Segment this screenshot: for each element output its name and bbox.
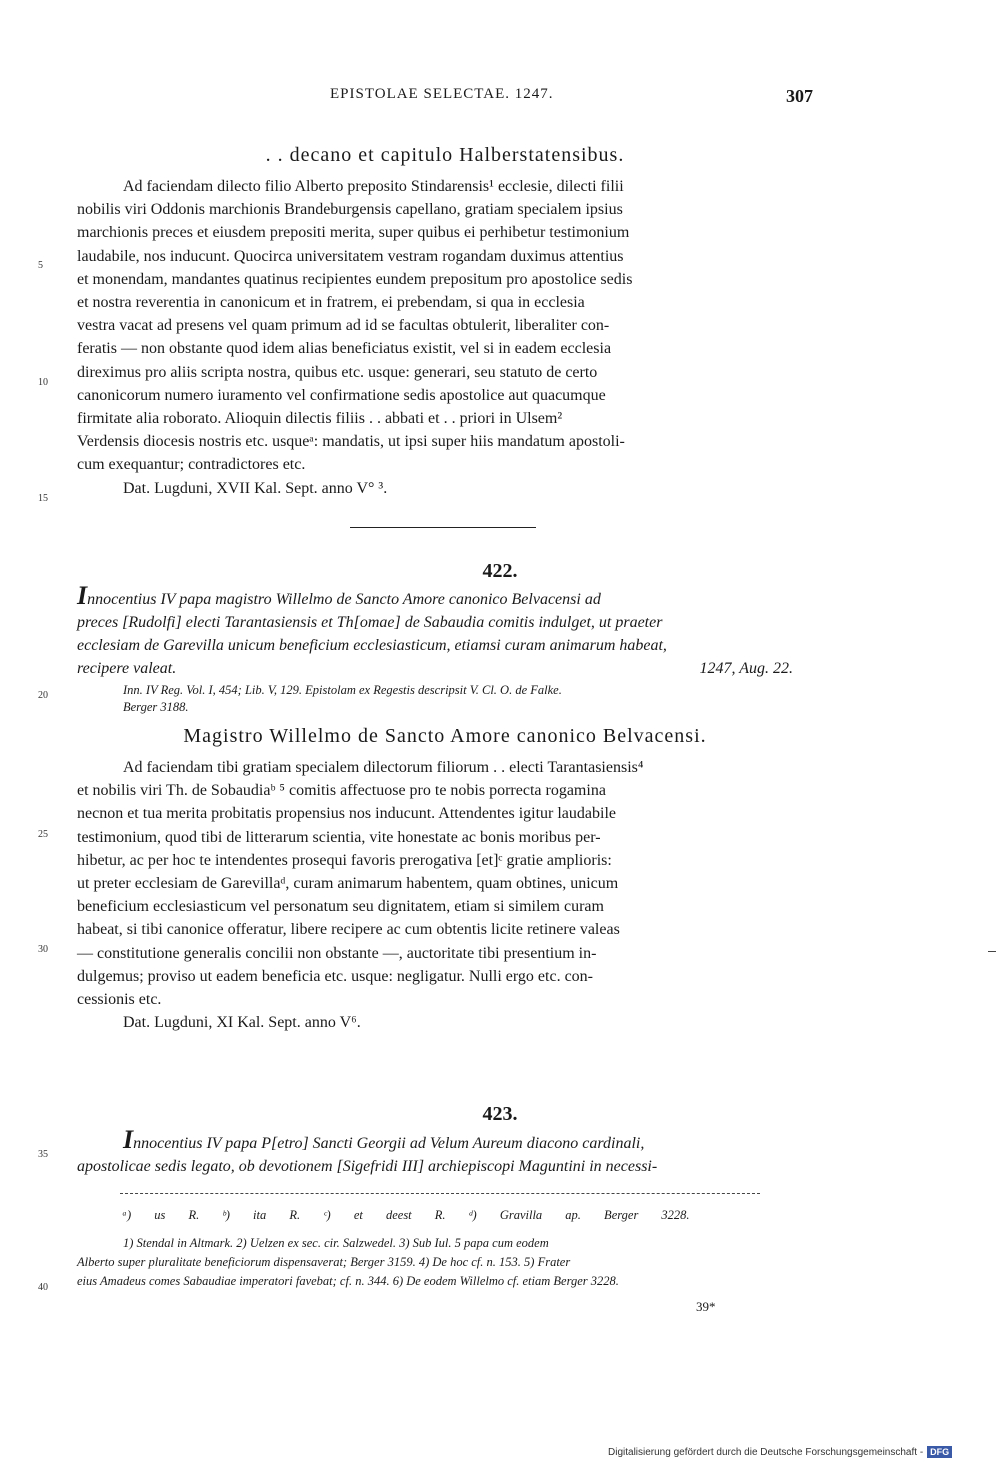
- letter-body: [77, 756, 813, 1034]
- footnote-line: 1) Stendal in Altmark. 2) Uelzen ex sec. cir. Salzwedel. 3) Sub Iul. 5 papa cum eodem: [123, 1236, 549, 1250]
- text-line: et nostra reverentia in canonicum et in fratrem, ei prebendam, si qua in ecclesia: [77, 294, 585, 312]
- text-line: testimonium, quod tibi de litterarum scientia, vite honestate ac bonis moribus per-: [77, 828, 601, 846]
- footnote-separator: [120, 1193, 760, 1194]
- summary-line: [77, 581, 813, 611]
- letter-address: . . decano et capitulo Halberstatensibus.: [265, 144, 625, 166]
- initial-letter: I: [123, 1125, 134, 1154]
- text-line: cum exequantur; contradictores etc.: [77, 456, 306, 474]
- margin-line-number: 25: [38, 829, 48, 840]
- footnote-line: eius Amadeus comes Sabaudiae imperatori favebat; cf. n. 344. 6) De eodem Willelmo cf. etiam Berger 3228.: [77, 1274, 619, 1288]
- text-line: firmitate alia roborato. Alioquin dilectis filiis . . abbati et . . priori in Ulsem²: [77, 410, 563, 428]
- printer-signature: 39*: [696, 1299, 716, 1314]
- summary-line-text: recipere valeat.: [77, 660, 177, 677]
- letter-address: Magistro Willelmo de Sancto Amore canonico Belvacensi.: [183, 725, 707, 747]
- document-date: 1247, Aug. 22.: [699, 660, 793, 677]
- dating-clause: Dat. Lugduni, XVII Kal. Sept. anno V° ³.: [123, 479, 388, 497]
- doc421-section: [77, 144, 813, 500]
- text-line: ut preter ecclesiam de Garevillaᵈ, curam animarum habentem, quam obtines, unicum: [77, 875, 619, 893]
- dating-clause: Dat. Lugduni, XI Kal. Sept. anno V⁶.: [123, 1014, 361, 1032]
- variant-notes: ᵃ) us R. ᵇ) ita R. ᶜ) et deest R. ᵈ) Gravilla ap. Berger 3228.: [122, 1208, 690, 1222]
- source-notes: [77, 682, 813, 716]
- text-line: marchionis preces et eiusdem prepositi merita, super quibus ei perhibetur testimonium: [77, 224, 630, 242]
- text-line: habeat, si tibi canonice offeratur, libere recipere ac cum obtentis licite retinere valeas: [77, 921, 620, 939]
- summary-line-text: nnocentius IV papa P[etro] Sancti Georgii ad Velum Aureum diacono cardinali,: [133, 1135, 645, 1152]
- dfg-logo: DFG: [927, 1446, 952, 1458]
- text-line: Ad faciendam tibi gratiam specialem dilectorum filiorum . . electi Tarantasiensis⁴: [123, 759, 644, 776]
- doc422-section: [77, 581, 813, 1034]
- summary-line-text: nnocentius IV papa magistro Willelmo de Sancto Amore canonico Belvacensi ad: [87, 591, 601, 608]
- text-line: et monendam, mandantes quatinus recipientes eundem prepositum pro apostolice sedis: [77, 270, 633, 288]
- text-line: Ad faciendam dilecto filio Alberto preposito Stindarensis¹ ecclesie, dilecti filii: [123, 178, 624, 195]
- summary-last-line: [77, 657, 813, 680]
- section-divider: [350, 527, 536, 528]
- margin-line-number: 40: [38, 1282, 48, 1293]
- margin-line-number: 5: [38, 260, 43, 271]
- text-line: cessionis etc.: [77, 991, 162, 1009]
- source-note-line: Inn. IV Reg. Vol. I, 454; Lib. V, 129. Epistolam ex Regestis descripsit V. Cl. O. de Falke.: [123, 683, 562, 697]
- source-note-line: Berger 3188.: [123, 700, 189, 714]
- summary-line: preces [Rudolfi] electi Tarantasiensis et Th[omae] de Sabaudia comitis indulget, ut praeter: [77, 614, 663, 631]
- doc423-section: [77, 1125, 813, 1178]
- text-line: Verdensis diocesis nostris etc. usqueᵃ: mandatis, ut ipsi super hiis mandatum apostoli-: [77, 433, 625, 451]
- initial-letter: I: [77, 581, 88, 610]
- summary-line: ecclesiam de Garevilla unicum beneficium ecclesiasticum, etiamsi curam animarum habeat,: [77, 637, 667, 654]
- edge-mark: [988, 951, 996, 952]
- text-line: necnon et tua merita probitatis propensius nos inducunt. Attendentes igitur laudabile: [77, 805, 616, 823]
- text-line: et nobilis viri Th. de Sobaudiaᵇ ⁵ comitis affectuose pro te nobis porrecta rogamina: [77, 782, 606, 800]
- text-line: vestra vacat ad presens vel quam primum ad id se facultas obtulerit, liberaliter con-: [77, 317, 610, 335]
- letter-body: [77, 175, 813, 500]
- document-number: 423.: [482, 1103, 518, 1125]
- text-line: hibetur, ac per hoc te intendentes prosequi favoris prerogativa [et]ᶜ gratie amplioris:: [77, 851, 612, 869]
- text-line: beneficium ecclesiasticum vel personatum seu dignitatem, etiam si similem curam: [77, 898, 604, 916]
- text-line: — constitutione generalis concilii non obstante —, auctoritate tibi presentium in-: [77, 944, 597, 962]
- text-line: laudabile, nos inducunt. Quocirca universitatem vestram rogandam duximus attentius: [77, 247, 624, 265]
- text-line: direximus pro aliis scripta nostra, quibus etc. usque: generari, seu statuto de certo: [77, 363, 598, 381]
- summary-line: [77, 1125, 813, 1155]
- margin-line-number: 20: [38, 690, 48, 701]
- footnotes: [77, 1234, 813, 1291]
- running-title: EPISTOLAE SELECTAE. 1247.: [330, 86, 554, 102]
- text-line: canonicorum numero iuramento vel confirmatione sedis apostolice aut quacumque: [77, 386, 606, 404]
- footnote-line: Alberto super pluralitate beneficiorum dispensaverat; Berger 3159. 4) De hoc cf. n. 153. 5) Frater: [77, 1255, 571, 1269]
- margin-line-number: 30: [38, 944, 48, 955]
- text-line: nobilis viri Oddonis marchionis Brandeburgensis capellano, gratiam specialem ipsius: [77, 201, 623, 219]
- digitization-credit: [608, 1446, 952, 1458]
- text-line: feratis — non obstante quod idem alias beneficiatus existit, vel si in eadem ecclesia: [77, 340, 612, 358]
- summary-line: apostolicae sedis legato, ob devotionem [Sigefridi III] archiepiscopi Maguntini in necessi-: [77, 1158, 658, 1175]
- credit-text: Digitalisierung gefördert durch die Deutsche Forschungsgemeinschaft -: [608, 1446, 924, 1458]
- page-number: 307: [786, 86, 813, 106]
- margin-line-number: 35: [38, 1149, 48, 1160]
- document-number: 422.: [482, 560, 518, 582]
- margin-line-number: 10: [38, 377, 48, 388]
- text-line: dulgemus; proviso ut eadem beneficia etc. usque: negligatur. Nulli ergo etc. con-: [77, 967, 593, 985]
- margin-line-number: 15: [38, 493, 48, 504]
